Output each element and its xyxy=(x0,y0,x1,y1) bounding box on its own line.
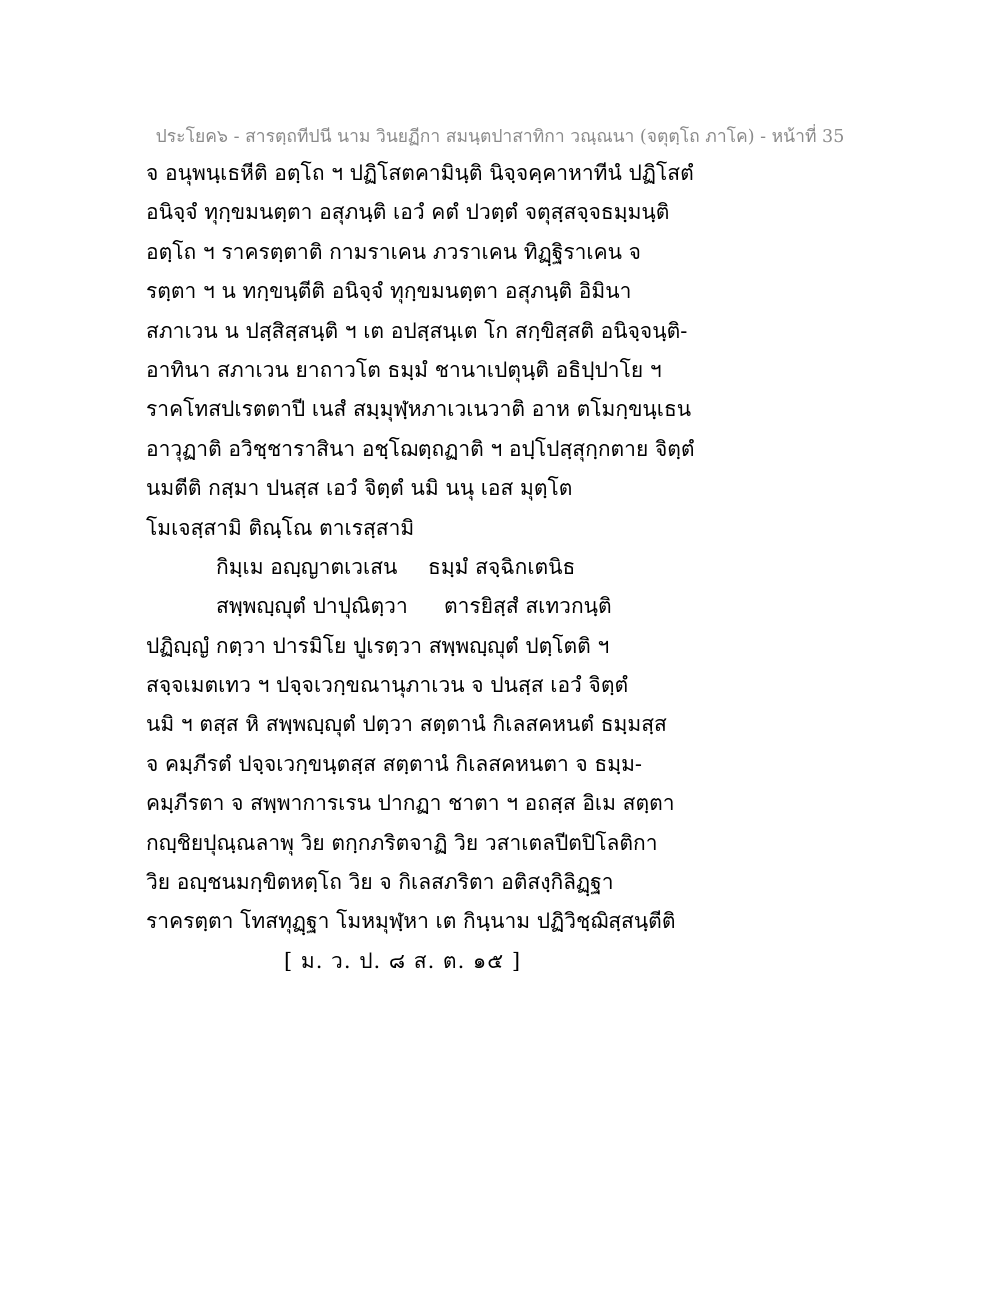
text-line: ปฏิญฺญํ กตฺวา ปารมิโย ปูเรตฺวา สพฺพญฺญุตํ ปตฺโตติ ฯ xyxy=(146,633,610,658)
text-line: รตฺตา ฯ น ทกฺขนฺตีติ อนิจฺจํ ทุกฺขมนตฺตา อสุภนฺติ อิมินา xyxy=(146,279,632,304)
verse-line xyxy=(146,551,706,590)
source-reference: [ ม. ว. ป. ๘ ส. ต. ๑๕ ] xyxy=(284,948,522,973)
verse-second-half: ธมฺมํ สจฺฉิกเตนิธ xyxy=(428,554,576,579)
text-line: ราครตฺตา โทสทุฏฺฐา โมหมุฬฺหา เต กินฺนาม ปฏิวิชฺฌิสฺสนฺตีติ xyxy=(146,909,676,934)
text-line: กญฺชิยปุณฺณลาพุ วิย ตกฺกภริตจาฏิ วิย วสาเตลปีตปิโลติกา xyxy=(146,830,658,855)
text-line: อาวุฏาติ อวิชฺชาราสินา อชฺโฌตฺถฏาติ ฯ อปฺโปสฺสุกฺกตาย จิตฺตํ xyxy=(146,436,695,461)
running-header: ประโยค๖ - สารตฺถทีปนี นาม วินยฏีกา สมนฺตปาสาทิกา วณฺณนา (จตุตฺโถ ภาโค) - หน้าที่ 35 xyxy=(155,127,845,147)
text-line: โมเจสฺสามิ ติณฺโณ ตาเรสฺสามิ xyxy=(146,515,415,540)
verse-first-half: กิมฺเม อญฺญาตเวเสน xyxy=(216,554,398,579)
body-text xyxy=(146,157,706,984)
verse-line xyxy=(146,590,706,629)
verse-first-half: สพฺพญฺญุตํ ปาปุณิตฺวา xyxy=(216,594,408,619)
text-line: สภาเวน น ปสฺสิสฺสนฺติ ฯ เต อปสฺสนฺเต โก สกฺขิสฺสติ อนิจฺจนฺติ- xyxy=(146,318,688,343)
text-line: อนิจฺจํ ทุกฺขมนตฺตา อสุภนฺติ เอวํ คตํ ปวตฺตํ จตุสฺสจฺจธมฺมนฺติ xyxy=(146,200,670,225)
text-line: วิย อญฺชนมกฺขิตหตฺโถ วิย จ กิเลสภริตา อติสงฺกิลิฏฺฐา xyxy=(146,870,614,895)
text-line: จ อนุพนฺเธหีติ อตฺโถ ฯ ปฏิโสตคามินฺติ นิจฺจคฺคาหาทีนํ ปฏิโสตํ xyxy=(146,161,694,185)
text-line: อาทินา สภาเวน ยาถาวโต ธมฺมํ ชานาเปตุนฺติ อธิปฺปาโย ฯ xyxy=(146,357,662,382)
text-line: นมิ ฯ ตสฺส หิ สพฺพญฺญุตํ ปตฺวา สตฺตานํ กิเลสคหนตํ ธมฺมสฺส xyxy=(146,712,667,737)
text-line: ราคโทสปเรตตาปี เนสํ สมฺมุฬฺหภาเวเนวาติ อาห ตโมกฺขนฺเธน xyxy=(146,397,692,422)
text-line: อตฺโถ ฯ ราครตฺตาติ กามราเคน ภวราเคน ทิฏฺฐิราเคน จ xyxy=(146,239,641,264)
text-line: นมตีติ กสฺมา ปนสฺส เอวํ จิตฺตํ นมิ นนุ เอส มุตฺโต xyxy=(146,476,573,501)
text-line: จ คมฺภีรตํ ปจฺจเวกฺขนฺตสฺส สตฺตานํ กิเลสคหนตา จ ธมฺม- xyxy=(146,751,643,776)
text-line: คมฺภีรตา จ สพฺพาการเรน ปากฏา ชาตา ฯ อถสฺส อิเม สตฺตา xyxy=(146,791,675,816)
verse-second-half: ตารยิสฺสํ สเทวกนฺติ xyxy=(444,594,612,619)
text-line: สจฺจเมตเทว ฯ ปจฺจเวกฺขณานุภาเวน จ ปนสฺส เอวํ จิตฺตํ xyxy=(146,673,629,698)
